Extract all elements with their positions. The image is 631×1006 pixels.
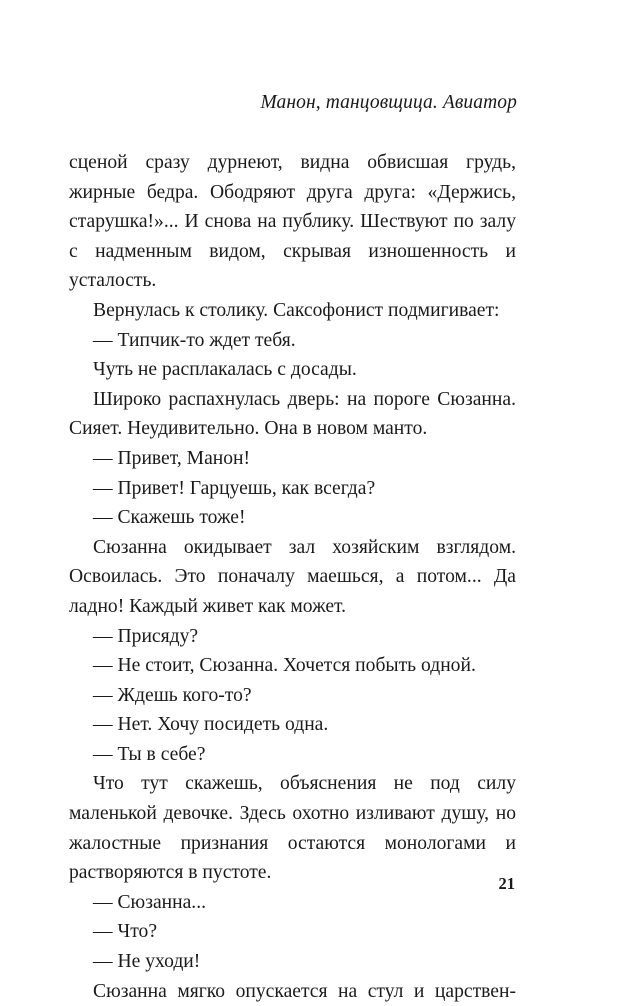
paragraph: Что тут скажешь, объяснения не под силу маленькой девочке. Здесь охотно изливают душу, но жалостные признания остаются монологами и растворяются в пустоте. <box>69 773 516 884</box>
paragraph: — Присяду? <box>93 625 199 647</box>
paragraph: — Не стоит, Сюзанна. Хочется побыть одной. <box>93 655 476 677</box>
paragraph: Вернулась к столику. Саксофонист подмигивает: <box>93 299 500 321</box>
page-number: 21 <box>498 874 515 893</box>
paragraph: — Сюзанна... <box>93 891 206 913</box>
paragraph: Сюзанна мягко опускается на стул и царствен- <box>93 980 516 1002</box>
paragraph: — Что? <box>93 921 158 943</box>
paragraph: сценой сразу дурнеют, видна обвисшая грудь, жирные бедра. Ободряют друга друга: «Держись, старушка!»... И снова на публику. Шествуют по залу с надменным видом, скрывая изношенность и усталость. <box>69 152 516 292</box>
paragraph: — Скажешь тоже! <box>93 507 246 529</box>
paragraph: — Не уходи! <box>93 951 201 973</box>
paragraph: Широко распахнулась дверь: на пороге Сюзанна. Сияет. Неудивительно. Она в новом манто. <box>69 388 516 440</box>
paragraph: — Привет, Манон! <box>93 447 251 469</box>
running-header: Манон, танцовщица. Авиатор <box>260 92 517 113</box>
paragraph: — Ты в себе? <box>93 743 206 765</box>
paragraph: — Ждешь кого-то? <box>93 684 252 706</box>
paragraph: Сюзанна окидывает зал хозяйским взглядом. Освоилась. Это поначалу маешься, а потом... Да ладно! Каждый живет как может. <box>69 536 516 617</box>
body-text <box>69 148 516 1006</box>
paragraph: — Нет. Хочу посидеть одна. <box>93 714 329 736</box>
paragraph: — Типчик-то ждет тебя. <box>93 329 296 351</box>
paragraph: — Привет! Гарцуешь, как всегда? <box>93 477 376 499</box>
paragraph: Чуть не расплакалась с досады. <box>93 359 357 381</box>
